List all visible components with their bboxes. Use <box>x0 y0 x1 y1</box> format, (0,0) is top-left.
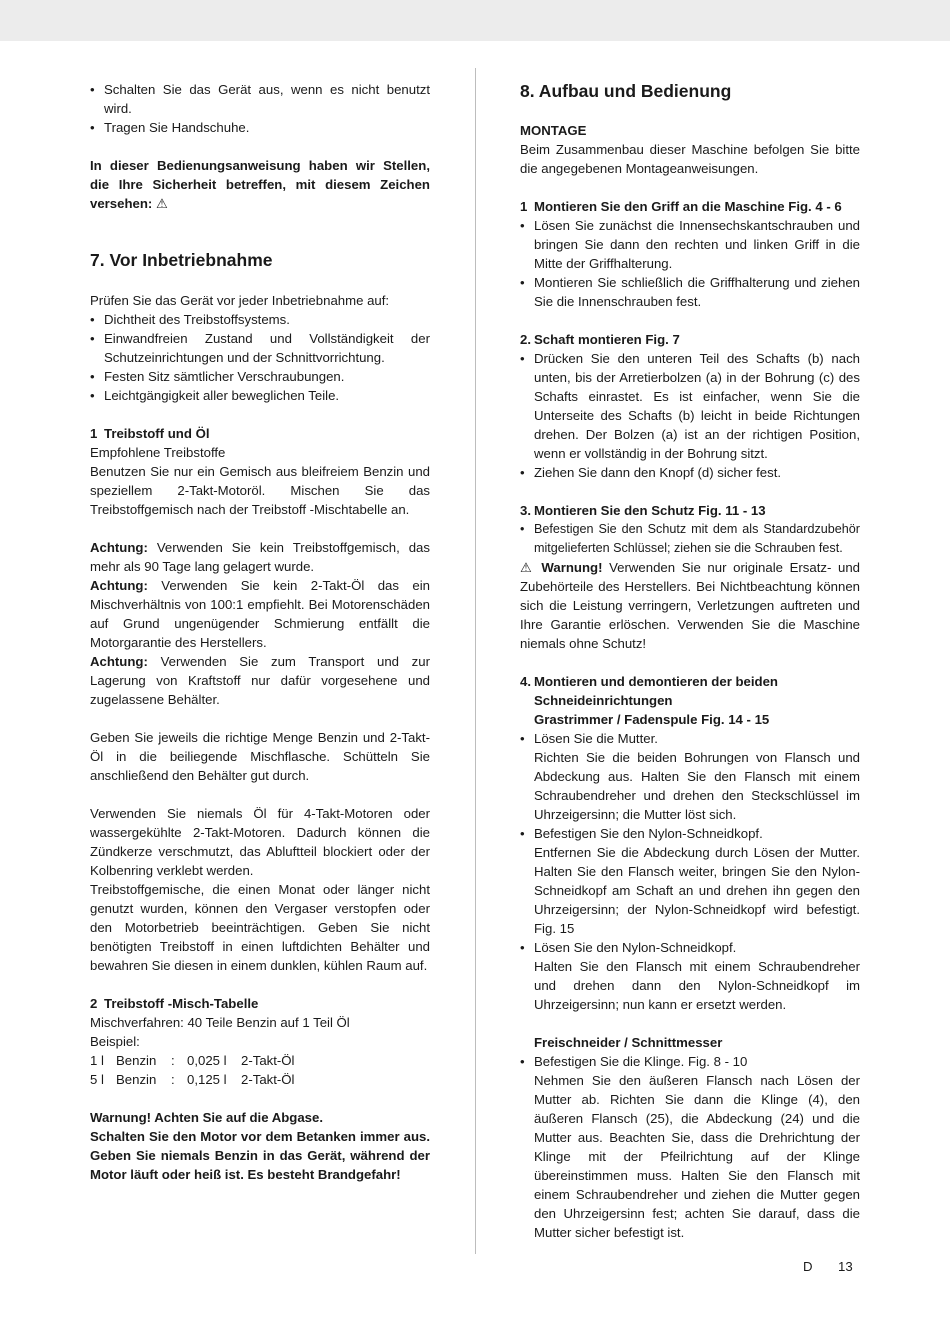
table-cell: 2-Takt-Öl <box>241 1053 295 1068</box>
step-2-number: 2. <box>520 332 531 347</box>
list-item-continuation: Entfernen Sie die Abdeckung durch Lösen der Mutter. Halten Sie den Flansch weiter, bringen Sie den Nylon-Schneidkopf am Schaft an und drehen ihn gegen den Uhrzeigersinn; der Nylon-Schneidkopf wird befestigt. Fig. 15 <box>534 845 860 936</box>
safety-note: In dieser Bedienungsanweisung haben wir Stellen, die Ihre Sicherheit betreffen, mit diesem Zeichen versehen: ⚠ <box>90 158 430 211</box>
right-column <box>520 80 860 1242</box>
attention-3-text: Verwenden Sie zum Transport und zur Lagerung von Kraftstoff nur dafür vorgesehene und zugelassene Behälter. <box>90 654 430 707</box>
table-cell: 1 l <box>90 1053 104 1068</box>
mix-table-example: Beispiel: <box>90 1034 140 1049</box>
list-item: • Dichtheit des Treibstoffsystems. <box>90 310 430 329</box>
table-cell: 2-Takt-Öl <box>241 1072 295 1087</box>
header-band <box>0 0 950 41</box>
step-2-heading <box>520 330 860 349</box>
montage-label: MONTAGE <box>520 123 587 138</box>
mix-table-intro: Mischverfahren: 40 Teile Benzin auf 1 Teil Öl <box>90 1015 350 1030</box>
step-3-warning-text: Verwenden Sie nur originale Ersatz- und Zubehörteile des Herstellers. Bei Nichtbeachtung können sich die Leistung verringern, Verletzungen auftreten und Ihre Garantie erlöschen. Verwenden Sie die Maschine niemals ohne Schutz! <box>520 560 860 651</box>
list-item: • Montieren Sie schließlich die Griffhalterung und ziehen Sie die Innenschrauben fest. <box>520 273 860 311</box>
list-item-continuation: Richten Sie die beiden Bohrungen von Flansch und Abdeckung aus. Halten Sie den Flansch mit einem Schraubendreher und drehen den Steckschlüssel im Uhrzeigersinn; die Mutter löst sich. <box>534 750 860 822</box>
list-item: • Lösen Sie die Mutter. <box>520 729 860 748</box>
attention-label: Achtung: <box>90 540 148 555</box>
attention-3 <box>90 652 430 709</box>
list-item: • Schalten Sie das Gerät aus, wenn es nicht benutzt wird. <box>90 80 430 118</box>
attention-2-text: Verwenden Sie kein 2-Takt-Öl das ein Mischverhältnis von 100:1 empfiehlt. Bei Motorenschäden auf Grund ungenügender Schmierung entfällt die Motorgarantie des Herstellers. <box>90 578 430 650</box>
mix-table-number: 2 <box>90 996 98 1011</box>
table-row <box>90 1051 430 1070</box>
refuel-warning: Schalten Sie den Motor vor dem Betanken immer aus. Geben Sie niemals Benzin in das Gerät, während der Motor läuft oder heiß ist. Es besteht Brandgefahr! <box>90 1129 430 1182</box>
step-1-title: Montieren Sie den Griff an die Maschine Fig. 4 - 6 <box>534 199 842 214</box>
table-cell: 0,125 l <box>187 1072 227 1087</box>
mix-paragraph: Geben Sie jeweils die richtige Menge Benzin und 2-Takt-Öl in die beiliegende Mischflasche. Schütteln Sie anschließend den Behälter gut durch. <box>90 730 430 783</box>
list-item-continuation: Nehmen Sie den äußeren Flansch nach Lösen der Mutter ab. Richten Sie dann die Klinge (4), den äußeren Flansch (25), die Abdeckung (24) und die Mutter aus. Beachten Sie, dass die Drehrichtung der Klinge mit der Pfeilrichtung auf der Klinge übereinstimmen muss. Halten Sie den Flansch mit einem Schraubendreher und ziehen die Mutter gegen den Uhrzeigersinn fest; achten Sie darauf, dass die Mutter sicher befestigt ist. <box>534 1073 860 1240</box>
step-3-number: 3. <box>520 503 531 518</box>
table-cell: 5 l <box>90 1072 104 1087</box>
table-cell: Benzin <box>116 1053 157 1068</box>
table-cell: 0,025 l <box>187 1053 227 1068</box>
list-item: • Drücken Sie den unteren Teil des Schafts (b) nach unten, bis der Arretierbolzen (a) in der Bohrung (c) des Schafts einrastet. Es ist einfacher, wenn Sie die Unterseite des Schafts (b) leicht in beide Richtungen drehen. Der Bolzen (a) ist an der richtigen Position, wenn er vollständig in der Bohrung sitzt. <box>520 349 860 463</box>
list-item: • Einwandfreien Zustand und Vollständigkeit der Schutzeinrichtungen und der Schnittvorrichtung. <box>90 329 430 367</box>
fuel-subtitle: Empfohlene Treibstoffe <box>90 445 226 460</box>
table-cell: Benzin <box>116 1072 157 1087</box>
footer-language: D <box>803 1259 813 1274</box>
step-4-number: 4. <box>520 674 531 689</box>
fuel-heading-number: 1 <box>90 426 98 441</box>
fuel-text: Benutzen Sie nur ein Gemisch aus bleifreiem Benzin und speziellem 2-Takt-Motoröl. Mischen Sie das Treibstoffgemisch nach der Treibstoff -Mischtabelle an. <box>90 464 430 517</box>
list-item: • Festen Sitz sämtlicher Verschraubungen. <box>90 367 430 386</box>
step-3-warning <box>520 558 860 653</box>
storage-paragraph: Treibstoffgemische, die einen Monat oder länger nicht genutzt wurden, können den Vergaser verstopfen oder den Motorbetrieb beeinträchtigen. Geben Sie nicht benötigten Treibstoff in einen luftdichten Behälter und bewahren Sie diesen in einem dunklen, kühlen Raum auf. <box>90 882 430 973</box>
attention-1-text: Verwenden Sie kein Treibstoffgemisch, das mehr als 90 Tage lang gelagert wurde. <box>90 540 430 574</box>
list-item: • Befestigen Sie die Klinge. Fig. 8 - 10 <box>520 1052 860 1071</box>
fuel-heading-text: Treibstoff und Öl <box>104 426 210 441</box>
column-divider <box>475 68 476 1254</box>
exhaust-warning: Warnung! Achten Sie auf die Abgase. <box>90 1110 324 1125</box>
attention-label: Achtung: <box>90 654 148 669</box>
table-cell: : <box>171 1072 175 1087</box>
oil-paragraph: Verwenden Sie niemals Öl für 4-Takt-Motoren oder wassergekühlte 2-Takt-Motoren. Dadurch können die Zündkerze verschmutzt, das Abluftteil blockiert oder der Kolbenring verklebt werden. <box>90 806 430 878</box>
mix-table-title: Treibstoff -Misch-Tabelle <box>104 996 259 1011</box>
attention-label: Achtung: <box>90 578 148 593</box>
list-item: • Lösen Sie den Nylon-Schneidkopf. <box>520 938 860 957</box>
step-1-number: 1 <box>520 199 528 214</box>
left-column <box>90 80 430 1184</box>
step-4-subheading-trimmer: Grastrimmer / Fadenspule Fig. 14 - 15 <box>534 712 770 727</box>
list-item: • Leichtgängigkeit aller beweglichen Teile. <box>90 386 430 405</box>
list-item-continuation: Halten Sie den Flansch mit einem Schraubendreher und drehen dann den Nylon-Schneidkopf im Uhrzeigersinn; nun kann er ersetzt werden. <box>534 959 860 1012</box>
step-2-title: Schaft montieren Fig. 7 <box>534 332 680 347</box>
warning-label: ⚠ Warnung! <box>520 560 603 575</box>
list-item: • Lösen Sie zunächst die Innensechskantschrauben und bringen Sie dann den rechten und linken Griff in die Mitte der Griffhalterung. <box>520 216 860 273</box>
step-3-title: Montieren Sie den Schutz Fig. 11 - 13 <box>534 503 766 518</box>
table-cell: : <box>171 1053 175 1068</box>
list-item: • Befestigen Sie den Nylon-Schneidkopf. <box>520 824 860 843</box>
list-item: • Ziehen Sie dann den Knopf (d) sicher fest. <box>520 463 860 482</box>
section-8-title: 8. Aufbau und Bedienung <box>520 81 732 101</box>
step-4-title: Montieren und demontieren der beiden Schneideinrichtungen <box>534 674 778 708</box>
step-4-subheading-blade: Freischneider / Schnittmesser <box>534 1035 723 1050</box>
mix-table-heading <box>90 994 430 1013</box>
table-row <box>90 1070 430 1089</box>
attention-1 <box>90 538 430 576</box>
list-item: • Tragen Sie Handschuhe. <box>90 118 430 137</box>
section-7-intro: Prüfen Sie das Gerät vor jeder Inbetriebnahme auf: <box>90 293 390 308</box>
step-3-heading <box>520 501 860 520</box>
attention-2 <box>90 576 430 652</box>
section-7-title: 7. Vor Inbetriebnahme <box>90 250 273 270</box>
montage-text: Beim Zusammenbau dieser Maschine befolgen Sie bitte die angegebenen Montageanweisungen. <box>520 142 860 176</box>
list-item: • Befestigen Sie den Schutz mit dem als Standardzubehör mitgelieferten Schlüssel; ziehen sie die Schrauben fest. <box>520 520 860 558</box>
page-number: 13 <box>838 1259 853 1274</box>
fuel-heading <box>90 424 430 443</box>
step-1-heading <box>520 197 860 216</box>
step-4-heading <box>520 672 860 710</box>
